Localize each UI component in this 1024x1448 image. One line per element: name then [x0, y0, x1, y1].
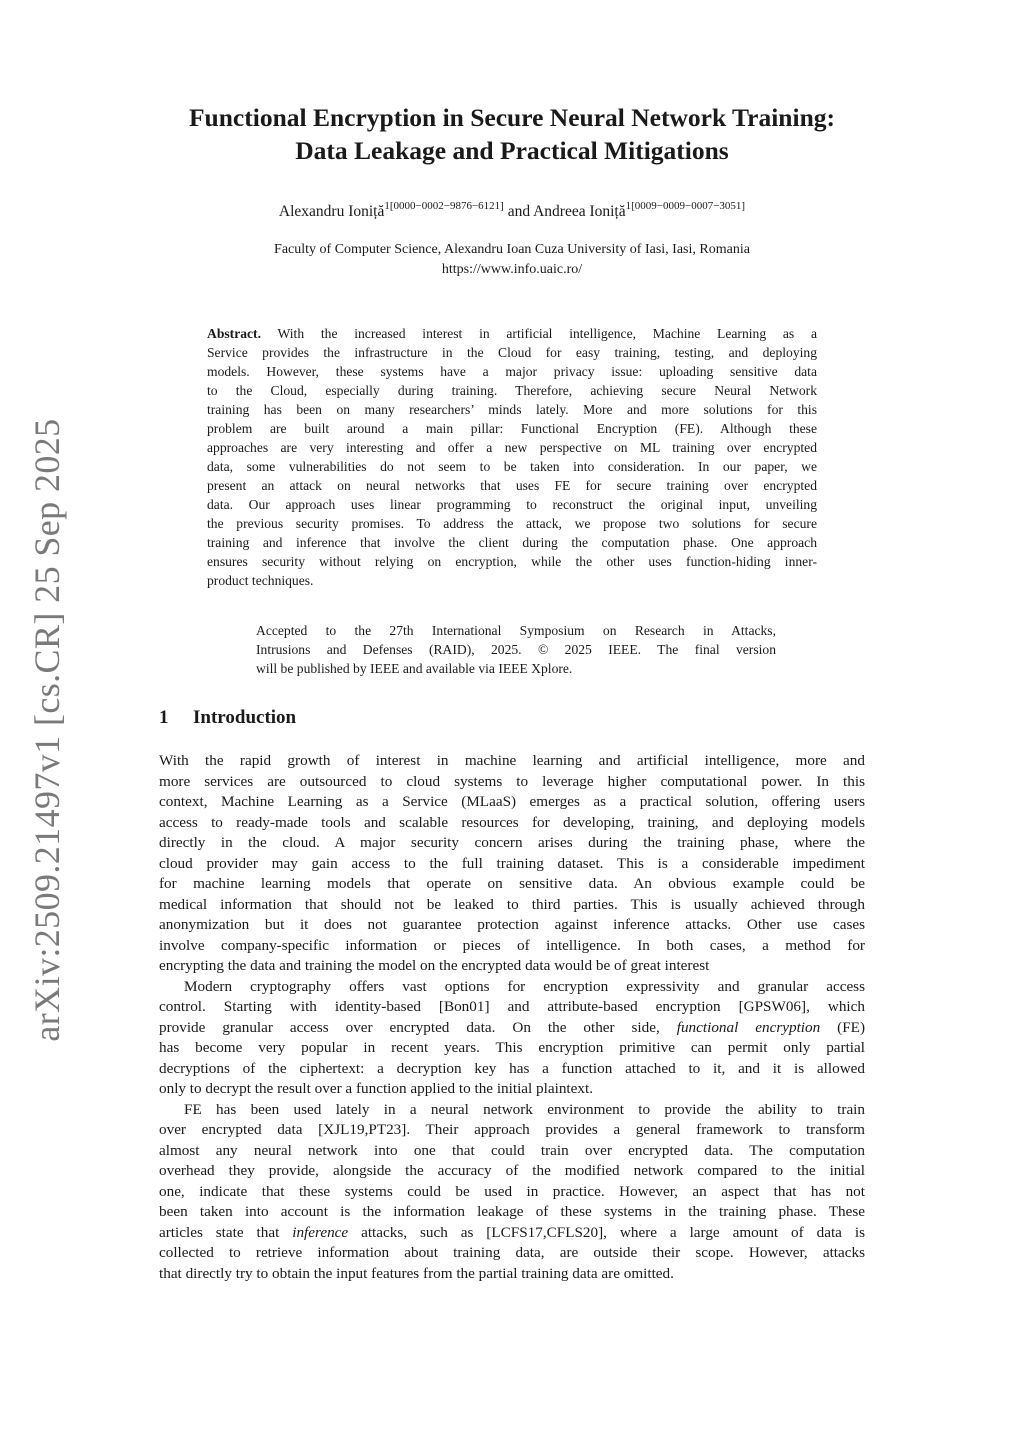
body-line: directly in the cloud. A major security concern arises during the training phase, where the: [159, 834, 865, 851]
abstract-line: to the Cloud, especially during training. Therefore, achieving secure Neural Network: [207, 383, 817, 398]
paper-title: [150, 101, 874, 167]
abstract-line: models. However, these systems have a major privacy issue: uploading sensitive data: [207, 364, 817, 379]
body-line: context, Machine Learning as a Service (MLaaS) emerges as a practical solution, offering users: [159, 793, 865, 810]
body-line: overhead they provide, alongside the accuracy of the modified network compared to the initial: [159, 1162, 865, 1179]
body-line: one, indicate that these systems could be used in practice. However, an aspect that has not: [159, 1182, 865, 1200]
title-line: Data Leakage and Practical Mitigations: [295, 136, 729, 165]
title-line: Functional Encryption in Secure Neural Network Training:: [188, 103, 836, 132]
author-name: Andreea Ioniță: [533, 203, 626, 220]
author-conjunction: and: [503, 203, 534, 220]
body-line: encrypting the data and training the model on the encrypted data would be of great interest: [159, 957, 710, 974]
arxiv-identifier-text: arXiv:2509.21497v1 [cs.CR] 25 Sep 2025: [27, 418, 67, 1042]
note-line: Accepted to the 27th International Symposium on Research in Attacks,: [256, 623, 776, 638]
body-line: control. Starting with identity-based [Bon01] and attribute-based encryption [GPSW06], which: [159, 998, 865, 1015]
body-line: more services are outsourced to cloud systems to leverage higher computational power. In this: [159, 772, 865, 790]
body-line: access to ready-made tools and scalable resources for developing, training, and deploying models: [159, 813, 865, 831]
section-number: 1: [159, 707, 169, 728]
abstract-line: product techniques.: [207, 573, 314, 588]
abstract-line: present an attack on neural networks that uses FE for secure training over encrypted: [207, 478, 817, 493]
affiliation-institution: Faculty of Computer Science, Alexandru Ioan Cuza University of Iasi, Iasi, Romania: [274, 242, 750, 257]
emphasis-term: inference: [292, 1223, 349, 1241]
author-orcid: 1[0000−0002−9876−6121]: [384, 200, 504, 212]
body-line: involve company-specific information or pieces of intelligence. In both cases, a method for: [159, 936, 865, 954]
body-line: that directly try to obtain the input features from the partial training data are omitted.: [159, 1264, 674, 1282]
body-line: With the rapid growth of interest in machine learning and artificial intelligence, more and: [159, 752, 865, 769]
abstract-line: approaches are very interesting and offer a new perspective on ML training over encrypted: [207, 440, 817, 455]
arxiv-identifier-stamp: [24, 418, 70, 1042]
abstract-line: ensures security without relying on encryption, while the other uses function-hiding inner-: [207, 554, 817, 569]
body-line: for machine learning models that operate on sensitive data. An obvious example could be: [159, 875, 865, 892]
abstract-line: training and inference that involve the client during the computation phase. One approach: [207, 535, 817, 550]
abstract-line: the previous security promises. To address the attack, we propose two solutions for secure: [207, 516, 817, 531]
section-heading: [159, 707, 296, 729]
note-line: will be published by IEEE and available via IEEE Xplore.: [256, 661, 573, 676]
body-line: collected to retrieve information about training data, are outside their scope. However, attacks: [159, 1244, 865, 1261]
abstract-line: problem are built around a main pillar: Functional Encryption (FE). Although these: [207, 421, 817, 436]
note-line: Intrusions and Defenses (RAID), 2025. © 2025 IEEE. The final version: [256, 642, 776, 657]
abstract-line: Abstract. With the increased interest in artificial intelligence, Machine Learning as a: [207, 326, 817, 341]
body-line: decryptions of the ciphertext: a decryption key has a function attached to it, and it is allowed: [159, 1059, 865, 1077]
body-line: provide granular access over encrypted data. On the other side, functional encryption (FE): [159, 1018, 865, 1036]
abstract-line: Service provides the infrastructure in the Cloud for easy training, testing, and deploying: [207, 345, 817, 360]
emphasis-term: functional encryption: [676, 1018, 821, 1036]
body-text: [159, 751, 865, 1284]
author-list: [150, 200, 874, 221]
body-line: FE has been used lately in a neural network environment to provide the ability to train: [184, 1100, 865, 1118]
acceptance-note: [256, 621, 776, 678]
abstract-line: training has been on many researchers’ minds lately. More and more solutions for this: [207, 402, 817, 417]
body-line: medical information that should not be leaked to third parties. This is usually achieved through: [159, 895, 865, 913]
abstract-line: data. Our approach uses linear programming to reconstruct the original input, unveiling: [207, 497, 817, 512]
body-line: articles state that inference attacks, such as [LCFS17,CFLS20], where a large amount of data is: [159, 1223, 865, 1241]
body-line: Modern cryptography offers vast options for encryption expressivity and granular access: [184, 977, 865, 995]
abstract-label: Abstract.: [207, 326, 261, 341]
abstract: [207, 324, 817, 590]
body-line: been taken into account is the information leakage of these systems in the training phase. These: [159, 1203, 865, 1220]
body-line: over encrypted data [XJL19,PT23]. Their approach provides a general framework to transform: [159, 1121, 865, 1138]
abstract-line: data, some vulnerabilities do not seem to be taken into consideration. In our paper, we: [207, 459, 817, 474]
section-title: Introduction: [193, 707, 297, 728]
author-name: Alexandru Ioniță: [278, 203, 385, 220]
body-line: has become very popular in recent years. This encryption primitive can permit only partial: [159, 1039, 865, 1056]
author-orcid: 1[0009−0009−0007−3051]: [625, 200, 746, 212]
body-line: anonymization but it does not guarantee protection against inference attacks. Other use cases: [159, 916, 865, 933]
body-line: only to decrypt the result over a function applied to the initial plaintext.: [159, 1080, 593, 1097]
affiliation-url[interactable]: https://www.info.uaic.ro/: [441, 262, 583, 277]
affiliation: [150, 240, 874, 280]
body-line: cloud provider may gain access to the full training dataset. This is a considerable impediment: [159, 854, 865, 872]
body-line: almost any neural network into one that could train over encrypted data. The computation: [159, 1141, 865, 1159]
